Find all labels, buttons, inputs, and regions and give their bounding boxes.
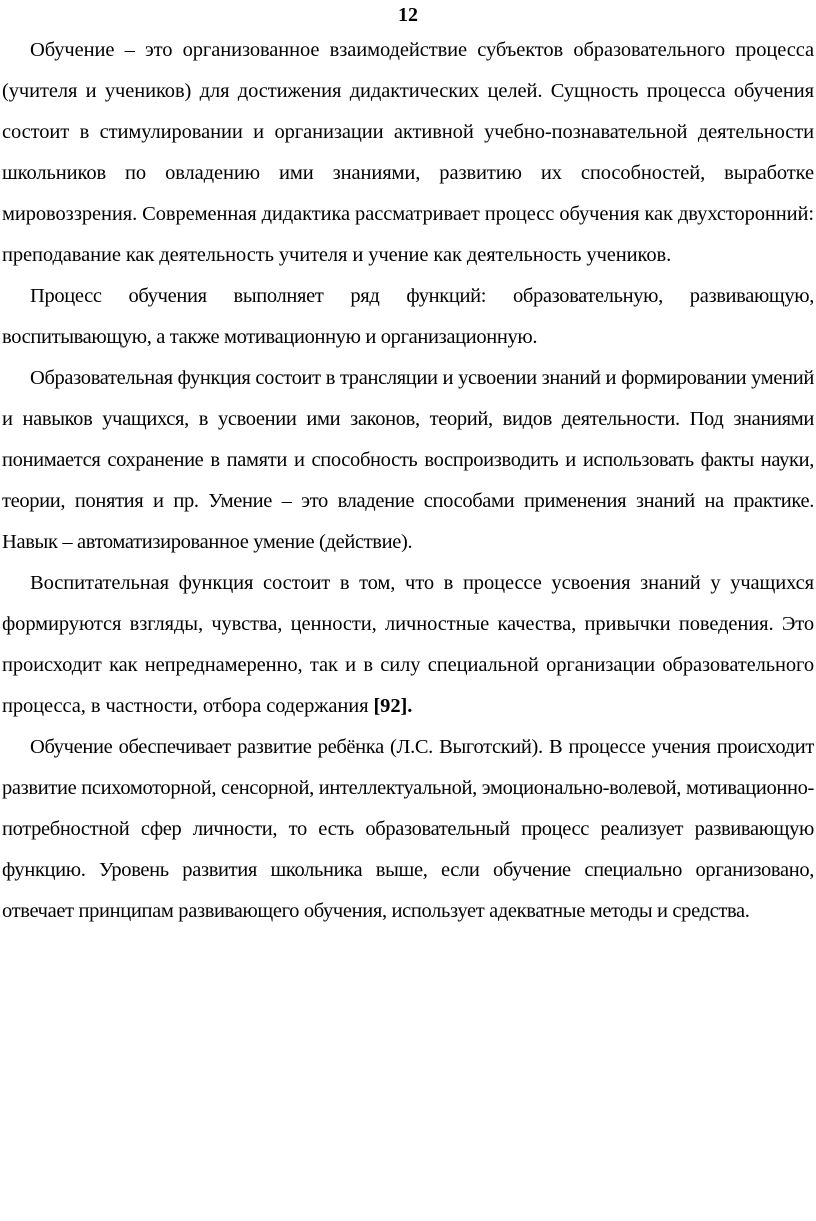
paragraph-definition	[2, 30, 814, 276]
paragraph-functions	[2, 276, 814, 358]
paragraph-developmental-function	[2, 727, 814, 932]
paragraph-text: Обучение обеспечивает развитие ребёнка (Л.С. Выготский). В процессе учения происходит развитие психомоторной, сенсорной, интеллектуальной, эмоционально-волевой, мотивационно-потребностной сфер личности, то есть образовательный процесс реализует развивающую функцию. Уровень развития школьника выше, если обучение специально организовано, отвечает принципам развивающего обучения, использует адекватные методы и средства.	[2, 736, 814, 922]
paragraph-upbringing-function	[2, 563, 814, 727]
citation-reference: [92].	[373, 695, 413, 717]
paragraph-text: Воспитательная функция состоит в том, что в процессе усвоения знаний у учащихся формируются взгляды, чувства, ценности, личностные качества, привычки поведения. Это происходит как непреднамеренно, так и в силу специальной организации образовательного процесса, в частности, отбора содержания	[2, 572, 814, 717]
page-number: 12	[398, 4, 418, 26]
paragraph-text: Образовательная функция состоит в трансляции и усвоении знаний и формировании умений и навыков учащихся, в усвоении ими законов, теорий, видов деятельности. Под знаниями понимается сохранение в памяти и способность воспроизводить и использовать факты науки, теории, понятия и пр. Умение – это владение способами применения знаний на практике. Навык – автоматизированное умение (действие).	[2, 367, 814, 553]
paragraph-text: Процесс обучения выполняет ряд функций: образовательную, развивающую, воспитывающую, а также мотивационную и организационную.	[2, 285, 814, 348]
paragraph-educational-function	[2, 358, 814, 563]
paragraph-text: Обучение – это организованное взаимодействие субъектов образовательного процесса (учителя и учеников) для достижения дидактических целей. Сущность процесса обучения состоит в стимулировании и организации активной учебно-познавательной деятельности школьников по овладению ими знаниями, развитию их способностей, выработке мировоззрения. Современная дидактика рассматривает процесс обучения как двухсторонний: преподавание как деятельность учителя и учение как деятельность учеников.	[2, 39, 814, 266]
